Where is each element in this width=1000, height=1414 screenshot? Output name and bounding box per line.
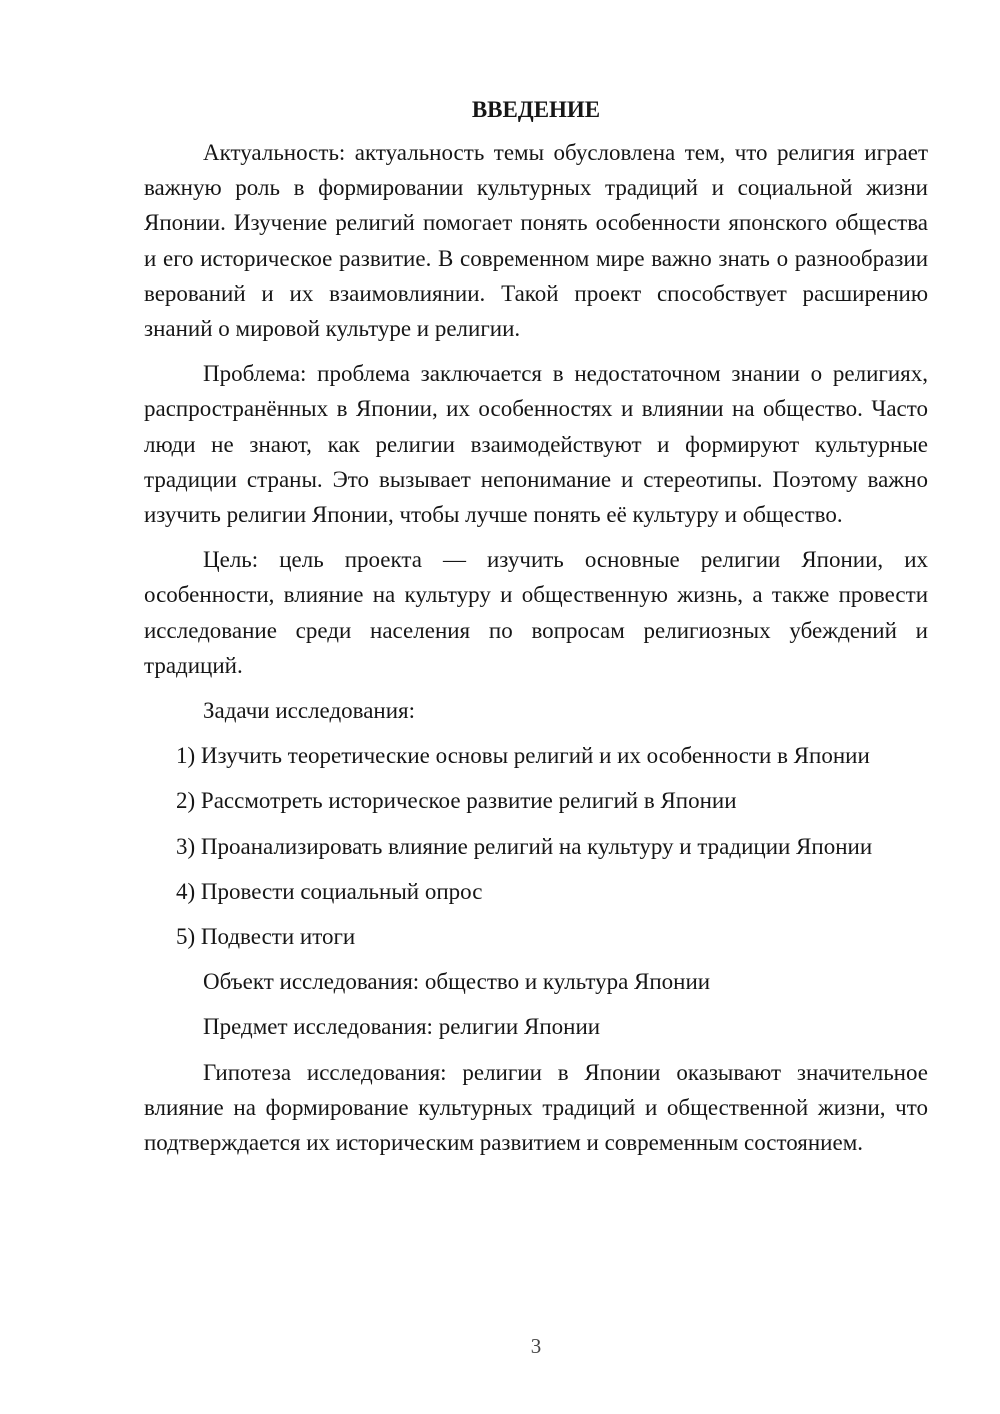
paragraph-hypothesis: Гипотеза исследования: религии в Японии оказывают значительное влияние на формирование культурных традиций и общественной жизни, что подтверждается их историческим развитием и современным состоянием. <box>144 1059 928 1156</box>
task-item-5: 5) Подвести итоги <box>176 924 356 950</box>
page-number: 3 <box>530 1334 542 1358</box>
research-subject: Предмет исследования: религии Японии <box>203 1014 601 1040</box>
paragraph-goal: Цель: цель проекта — изучить основные религии Японии, их особенности, влияние на культуру и общественную жизнь, а также провести исследование среди населения по вопросам религиозных убеждений и традиций. <box>144 547 928 678</box>
page-title: ВВЕДЕНИЕ <box>471 97 601 122</box>
task-item-3: 3) Проанализировать влияние религий на культуру и традиции Японии <box>176 833 873 859</box>
task-item-1: 1) Изучить теоретические основы религий и их особенности в Японии <box>176 743 870 769</box>
tasks-heading: Задачи исследования: <box>203 698 416 724</box>
document-page <box>144 96 928 1170</box>
task-item-4: 4) Провести социальный опрос <box>176 878 483 904</box>
research-object: Объект исследования: общество и культура Японии <box>203 969 711 995</box>
paragraph-problem: Проблема: проблема заключается в недостаточном знании о религиях, распространённых в Японии, их особенностях и влиянии на общество. Часто люди не знают, как религии взаимодействуют и формируют культурные традиции страны. Это вызывает непонимание и стереотипы. Поэтому важно изучить религии Японии, чтобы лучше понять её культуру и общество. <box>144 361 928 528</box>
paragraph-relevance: Актуальность: актуальность темы обусловлена тем, что религия играет важную роль в формировании культурных традиций и социальной жизни Японии. Изучение религий помогает понять особенности японского общества и его историческое развитие. В современном мире важно знать о разнообразии верований и их взаимовлиянии. Такой проект способствует расширению знаний о мировой культуре и религии. <box>144 140 928 342</box>
task-item-2: 2) Рассмотреть историческое развитие религий в Японии <box>176 788 737 814</box>
